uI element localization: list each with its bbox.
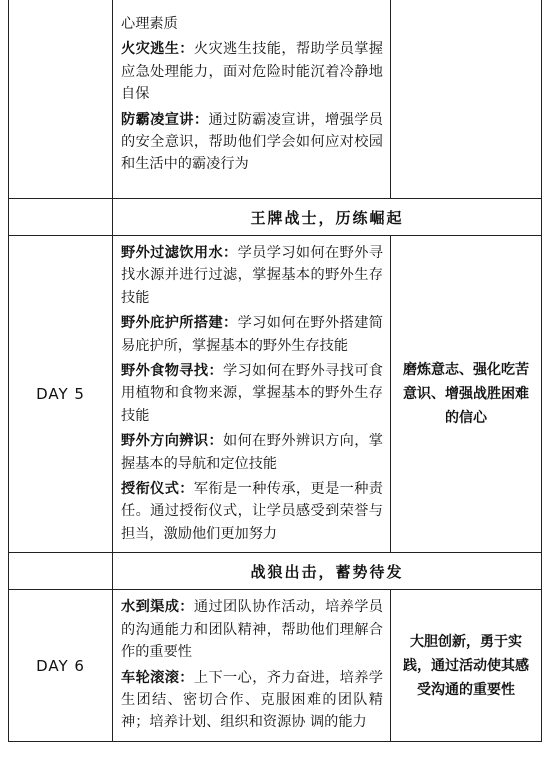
activity-name: 野外方向辨识： [121,433,224,450]
section-title-row [9,199,542,236]
activity-desc: 军衔是一种传承，更是一种责任。通过授衔仪式，让学员感受到荣誉与担当，激励他们更加努力 [121,481,383,542]
activity-item: 心理素质 [121,16,178,32]
table-row [9,236,542,553]
activity-desc: 通过防霸凌宣讲，增强学员的安全意识，帮助他们学会如何应对校园和生活中的霸凌行为 [121,111,383,173]
activity-name: 野外过滤饮用水： [121,245,238,261]
goal-cell: 大胆创新，勇于实践，通过活动使其感受沟通的重要性 [391,590,542,741]
goal-cell: 磨炼意志、强化吃苦意识、增强战胜困难的信心 [391,236,542,553]
day-cell: DAY 6 [9,590,113,741]
activity-desc: 火灾逃生技能，帮助学员掌握应急处理能力，面对危险时能沉着冷静地自保 [121,41,383,103]
activity-name: 授衔仪式： [121,481,194,498]
activity-item [121,596,383,663]
activity-desc: 上下一心，齐力奋进，培养学生团结、密切合作、克服困难的团队精神；培养计划、组织和资源协 调的能力 [121,669,383,731]
day-cell [9,0,113,199]
activity-item [121,242,383,309]
activities-cell [113,0,391,199]
section-title-row [9,553,542,590]
goal-cell [391,0,542,199]
section-title: 王牌战士，历练崛起 [113,199,542,236]
activity-item [121,312,383,357]
activity-name: 水到渠成： [121,599,194,616]
activity-desc: 学员学习如何在野外寻找水源并进行过滤，掌握基本的野外生存技能 [121,245,383,306]
schedule-table [8,0,542,742]
table-row [9,590,542,741]
activity-item [121,430,383,475]
activity-desc: 通过团队协作活动，培养学员的沟通能力和团队精神，帮助他们理解合作的重要性 [121,599,383,661]
activity-item [121,478,383,545]
activity-desc: 学习如何在野外寻找可食用植物和食物来源，掌握基本的野外生存技能 [121,363,383,424]
activity-item [121,360,383,427]
activities-cell [113,236,391,553]
activity-item [121,667,383,734]
section-title: 战狼出击，蓄势待发 [113,553,542,590]
activity-item [121,109,383,176]
activity-item [121,38,383,105]
activity-name: 野外庇护所搭建： [121,315,238,332]
activity-name: 车轮滚滚： [121,669,194,686]
activity-name: 野外食物寻找： [121,363,224,380]
activities-cell [113,590,391,741]
day-cell: DAY 5 [9,236,113,553]
empty-day-cell [9,553,113,590]
activity-name: 火灾逃生： [121,41,194,58]
activity-desc: 如何在野外辨识方向，掌握基本的导航和定位技能 [121,433,383,472]
table-row [9,0,542,199]
activity-name: 防霸凌宣讲： [121,111,209,128]
activity-desc: 学习如何在野外搭建简易庇护所，掌握基本的野外生存技能 [121,315,383,354]
empty-day-cell [9,199,113,236]
